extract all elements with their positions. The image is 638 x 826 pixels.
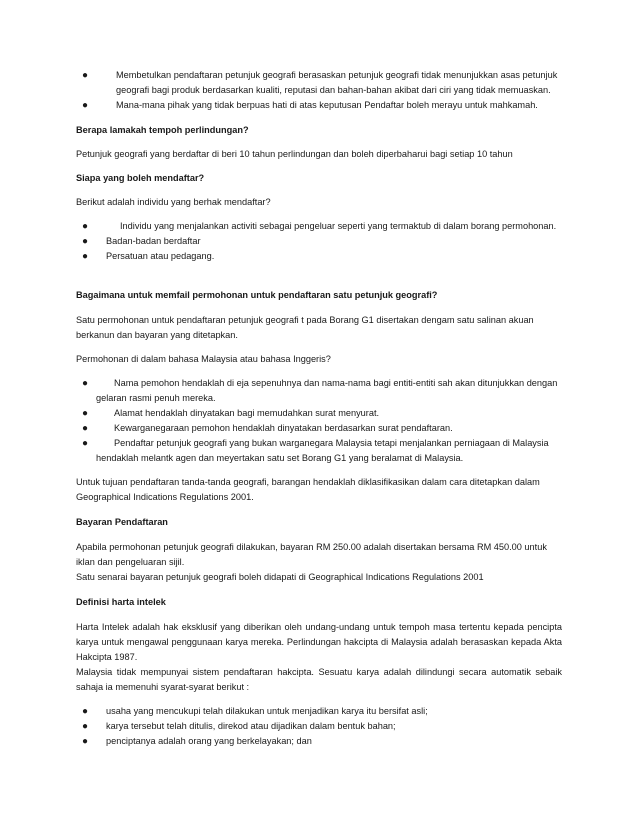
heading-siapa: Siapa yang boleh mendaftar? [76,173,205,183]
list-item [82,406,562,421]
paragraph-siapa: Berikut adalah individu yang berhak mendaftar? [76,197,271,207]
bullet-icon: ● [82,423,89,434]
list-item [82,436,562,466]
bullet-icon: ● [82,100,89,111]
bullet-icon: ● [82,438,89,449]
list-item-text: karya tersebut telah ditulis, direkod atau dijadikan dalam bentuk bahan; [106,721,396,731]
list-item [82,249,562,264]
list-item-text: Individu yang menjalankan activiti sebagai pengeluar seperti yang termaktub di dalam borang permohonan. [120,221,557,231]
list-item-text: Membetulkan pendaftaran petunjuk geografi berasaskan petunjuk geografi tidak menunjukkan asas petunjuk geografi bagi produk berdasarkan kualiti, reputasi dan bahan-bahan akibat dari ciri yang tidak memuaskan. [116,70,558,95]
list-item [82,219,562,234]
bullet-icon: ● [82,736,89,747]
bullet-icon: ● [82,236,89,247]
heading-definisi: Definisi harta intelek [76,597,166,607]
bullet-icon: ● [82,378,89,389]
list-item [82,719,562,734]
bullet-list-pembetulan [76,68,562,113]
list-item-text: Alamat hendaklah dinyatakan bagi memudahkan surat menyurat. [114,408,380,418]
list-item-text: Nama pemohon hendaklah di eja sepenuhnya dan nama-nama bagi entiti-entiti sah akan ditunjukkan dengan gelaran rasmi penuh mereka. [96,378,558,403]
list-item [82,376,562,406]
paragraph-tempoh: Petunjuk geografi yang berdaftar di beri 10 tahun perlindungan dan boleh diperbaharui bagi setiap 10 tahun [76,149,513,159]
paragraph-definisi-2: Malaysia tidak mempunyai sistem pendaftaran hakcipta. Sesuatu karya adalah dilindungi secara automatik sebaik sahaja ia memenuhi syarat-syarat berikut : [76,667,562,692]
list-item [82,421,562,436]
heading-tempoh: Berapa lamakah tempoh perlindungan? [76,125,249,135]
list-item-text: Badan-badan berdaftar [106,236,201,246]
bullet-icon: ● [82,70,89,81]
bullet-list-memfail [76,376,562,466]
document-page [76,68,562,749]
list-item-text: Pendaftar petunjuk geografi yang bukan warganegara Malaysia tetapi menjalankan perniagaan di Malaysia hendaklah melantk agen dan meyertakan satu set Borang G1 yang beralamat di Malaysia. [96,438,549,463]
list-item-text: usaha yang mencukupi telah dilakukan untuk menjadikan karya itu bersifat asli; [106,706,428,716]
heading-memfail: Bagaimana untuk memfail permohonan untuk pendaftaran satu petunjuk geografi? [76,290,438,300]
bullet-list-siapa [76,219,562,264]
list-item [82,98,562,113]
list-item-text: penciptanya adalah orang yang berkelayakan; dan [106,736,312,746]
paragraph-bayaran-2: Satu senarai bayaran petunjuk geografi boleh didapati di Geographical Indications Regulations 2001 [76,572,484,582]
list-item-text: Kewarganegaraan pemohon hendaklah dinyatakan berdasarkan surat pendaftaran. [114,423,453,433]
bullet-icon: ● [82,251,89,262]
paragraph-memfail-3: Untuk tujuan pendaftaran tanda-tanda geografi, barangan hendaklah diklasifikasikan dalam cara ditetapkan dalam Geographical Indications Regulations 2001. [76,477,540,502]
bullet-icon: ● [82,706,89,717]
bullet-icon: ● [82,721,89,732]
bullet-icon: ● [82,221,89,232]
paragraph-bayaran-1: Apabila permohonan petunjuk geografi dilakukan, bayaran RM 250.00 adalah disertakan bersama RM 450.00 untuk iklan dan pengeluaran sijil. [76,542,547,567]
list-item [82,234,562,249]
list-item-text: Persatuan atau pedagang. [106,251,215,261]
paragraph-definisi-1: Harta Intelek adalah hak eksklusif yang diberikan oleh undang-undang untuk tempoh masa tertentu kepada pencipta karya untuk mengawal penggunaan karya mereka. Perlindungan hakcipta di Malaysia adalah berasaskan kepada Akta Hakcipta 1987. [76,622,562,662]
list-item [82,68,562,98]
bullet-list-definisi [76,704,562,749]
list-item [82,704,562,719]
list-item [82,734,562,749]
paragraph-memfail-2: Permohonan di dalam bahasa Malaysia atau bahasa Inggeris? [76,354,331,364]
paragraph-memfail-1: Satu permohonan untuk pendaftaran petunjuk geografi t pada Borang G1 disertakan dengam satu salinan akuan berkanun dan bayaran yang ditetapkan. [76,315,534,340]
bullet-icon: ● [82,408,89,419]
list-item-text: Mana-mana pihak yang tidak berpuas hati di atas keputusan Pendaftar boleh merayu untuk mahkamah. [116,100,538,110]
heading-bayaran: Bayaran Pendaftaran [76,517,168,527]
